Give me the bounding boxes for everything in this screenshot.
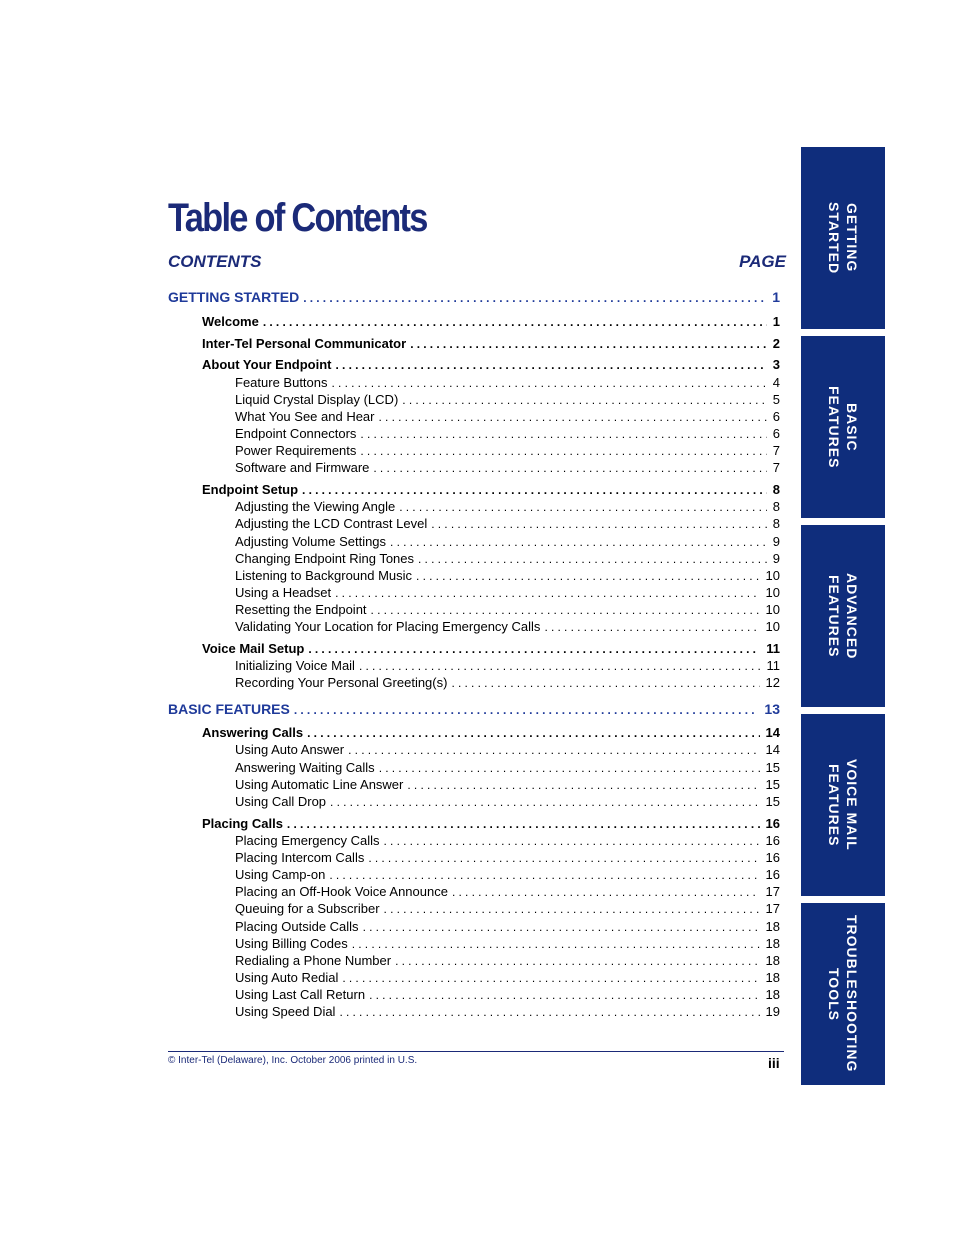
toc-subentry[interactable] [235,584,780,602]
toc-page-number: 16 [765,867,780,882]
toc-entry[interactable] [202,815,780,833]
toc-page-number: 14 [765,742,780,757]
dot-leader [395,953,759,970]
toc-page-number: 14 [765,725,780,740]
toc-entry-title: Placing Intercom Calls [235,850,365,865]
dot-leader [332,375,767,392]
dot-leader [303,290,766,307]
toc-page-number: 3 [772,357,780,372]
toc-entry-title: Adjusting the Viewing Angle [235,499,396,514]
toc-entry-title: Answering Calls [202,725,304,740]
toc-section[interactable] [168,701,780,719]
toc-page-number: 9 [772,534,780,549]
toc-entry-title: Endpoint Connectors [235,426,357,441]
dot-leader [369,987,759,1004]
toc-entry-title: Answering Waiting Calls [235,760,375,775]
toc-page-number: 10 [765,619,780,634]
dot-leader [335,585,759,602]
toc-subentry[interactable] [235,674,780,692]
toc-page-number: 12 [765,675,780,690]
dot-leader [390,534,767,551]
dot-leader [330,794,759,811]
tab-label: GETTING STARTED [826,201,860,275]
toc-entry-title: GETTING STARTED [168,289,300,305]
dot-leader [431,516,767,533]
dot-leader [342,970,759,987]
toc-entry-title: Liquid Crystal Display (LCD) [235,392,399,407]
dot-leader [368,850,759,867]
toc-subentry[interactable] [235,657,780,675]
toc-page-number: 10 [765,568,780,583]
dot-leader [294,702,759,719]
dot-leader [360,426,766,443]
tab-advanced-features[interactable] [801,525,885,707]
toc-entry-title: Resetting the Endpoint [235,602,367,617]
dot-leader [399,499,767,516]
dot-leader [302,482,767,499]
dot-leader [544,619,759,636]
toc-subentry[interactable] [235,515,780,533]
toc-entry-title: Using Auto Answer [235,742,345,757]
toc-subentry[interactable] [235,759,780,777]
contents-column-header: CONTENTS [168,252,262,271]
dot-leader [360,443,766,460]
toc-page-number: 6 [772,409,780,424]
dot-leader [384,901,760,918]
dot-leader [418,551,767,568]
dot-leader [410,336,767,353]
toc-page-number: 1 [772,314,780,329]
toc-entry-title: Queuing for a Subscriber [235,901,380,916]
toc-entry[interactable] [202,356,780,374]
toc-entry-title: Voice Mail Setup [202,641,305,656]
toc-entry-title: Software and Firmware [235,460,370,475]
toc-entry-title: Using a Headset [235,585,332,600]
dot-leader [359,658,761,675]
toc-subentry[interactable] [235,618,780,636]
toc-entry-title: Power Requirements [235,443,357,458]
toc-subentry[interactable] [235,459,780,477]
toc-subentry[interactable] [235,793,780,811]
dot-leader [402,392,766,409]
toc-page-number: 2 [772,336,780,351]
toc-entry-title: Using Speed Dial [235,1004,336,1019]
dot-leader [373,460,766,477]
dot-leader [348,742,759,759]
dot-leader [363,919,760,936]
dot-leader [379,760,760,777]
toc-subentry[interactable] [235,832,780,850]
toc-entry-title: Welcome [202,314,259,329]
toc-page-number: 7 [772,443,780,458]
dot-leader [352,936,760,953]
toc-entry-title: Using Billing Codes [235,936,348,951]
toc-page-number: 11 [766,658,780,673]
toc-entry-title: What You See and Hear [235,409,375,424]
toc-subentry[interactable] [235,425,780,443]
tab-label: ADVANCED FEATURES [826,572,860,660]
toc-entry-title: Validating Your Location for Placing Emergency Calls [235,619,541,634]
toc-page-number: 10 [765,602,780,617]
tab-voice-mail-features[interactable] [801,714,885,896]
toc-entry[interactable] [202,313,780,331]
toc-subentry[interactable] [235,442,780,460]
toc-entry[interactable] [202,640,780,658]
toc-page-number: 1 [772,289,780,305]
dot-leader [384,833,760,850]
dot-leader [371,602,760,619]
tab-label: VOICE MAIL FEATURES [826,759,860,851]
toc-page-number: 7 [772,460,780,475]
toc-page-number: 4 [772,375,780,390]
dot-leader [416,568,759,585]
toc-page-number: 18 [765,987,780,1002]
toc-page-number: 18 [765,936,780,951]
toc-entry-title: Adjusting Volume Settings [235,534,387,549]
dot-leader [307,725,759,742]
tab-label: TROUBLESHOOTING TOOLS [826,915,860,1073]
toc-page-number: 16 [765,850,780,865]
dot-leader [287,816,760,833]
toc-page-number: 17 [765,884,780,899]
toc-page-number: 8 [772,516,780,531]
toc-subentry[interactable] [235,969,780,987]
toc-entry-title: About Your Endpoint [202,357,332,372]
toc-page-number: 18 [765,953,780,968]
toc-subentry[interactable] [235,601,780,619]
toc-entry-title: Placing an Off-Hook Voice Announce [235,884,448,899]
dot-leader [379,409,767,426]
toc-subentry[interactable] [235,952,780,970]
tab-getting-started[interactable] [801,147,885,329]
footer-page-number: iii [768,1055,780,1071]
dot-leader [336,357,767,374]
toc-page-number: 18 [765,919,780,934]
toc-page-number: 16 [765,833,780,848]
toc-entry-title: Placing Emergency Calls [235,833,380,848]
toc-entry-title: Changing Endpoint Ring Tones [235,551,415,566]
toc-section[interactable] [168,289,780,307]
toc-subentry[interactable] [235,918,780,936]
toc-page-number: 18 [765,970,780,985]
toc-subentry[interactable] [235,498,780,516]
toc-subentry[interactable] [235,776,780,794]
tab-label: BASIC FEATURES [826,385,860,469]
toc-entry-title: Using Auto Redial [235,970,339,985]
toc-page-number: 9 [772,551,780,566]
toc-entry-title: Adjusting the LCD Contrast Level [235,516,428,531]
dot-leader [407,777,759,794]
toc-page-number: 6 [772,426,780,441]
page-title: Table of Contents [168,196,427,240]
dot-leader [451,675,759,692]
toc-entry-title: BASIC FEATURES [168,701,290,717]
toc-subentry[interactable] [235,374,780,392]
toc-page-number: 17 [765,901,780,916]
toc-entry-title: Using Automatic Line Answer [235,777,404,792]
toc-subentry[interactable] [235,935,780,953]
toc-page-number: 16 [765,816,780,831]
toc-page-number: 8 [772,482,780,497]
toc-page-number: 10 [765,585,780,600]
toc-entry-title: Initializing Voice Mail [235,658,355,673]
toc-subentry[interactable] [235,1003,780,1021]
dot-leader [329,867,759,884]
dot-leader [452,884,760,901]
toc-subentry[interactable] [235,391,780,409]
toc-entry-title: Endpoint Setup [202,482,299,497]
toc-entry-title: Inter-Tel Personal Communicator [202,336,407,351]
toc-page-number: 19 [765,1004,780,1019]
toc-entry-title: Feature Buttons [235,375,328,390]
toc-entry-title: Using Camp-on [235,867,326,882]
toc-entry-title: Listening to Background Music [235,568,413,583]
toc-page-number: 15 [765,777,780,792]
toc-entry-title: Recording Your Personal Greeting(s) [235,675,448,690]
toc-page-number: 13 [764,701,780,717]
toc-subentry[interactable] [235,567,780,585]
toc-entry-title: Redialing a Phone Number [235,953,392,968]
toc-subentry[interactable] [235,408,780,426]
toc-page-number: 15 [765,760,780,775]
footer-copyright: © Inter-Tel (Delaware), Inc. October 2006 printed in U.S. [168,1055,418,1066]
toc-subentry[interactable] [235,550,780,568]
dot-leader [308,641,760,658]
toc-entry-title: Using Last Call Return [235,987,366,1002]
footer-divider [168,1051,784,1052]
toc-page-number: 11 [766,641,780,656]
toc-subentry[interactable] [235,900,780,918]
toc-subentry[interactable] [235,883,780,901]
toc-page-number: 15 [765,794,780,809]
toc-subentry[interactable] [235,533,780,551]
toc-entry-title: Placing Outside Calls [235,919,359,934]
toc-entry[interactable] [202,481,780,499]
dot-leader [263,314,767,331]
dot-leader [339,1004,759,1021]
toc-entry-title: Placing Calls [202,816,283,831]
toc-subentry[interactable] [235,986,780,1004]
toc-page-number: 8 [772,499,780,514]
toc-subentry[interactable] [235,849,780,867]
toc-entry[interactable] [202,724,780,742]
page-column-header: PAGE [739,252,786,271]
toc-subentry[interactable] [235,866,780,884]
toc-subentry[interactable] [235,741,780,759]
tab-basic-features[interactable] [801,336,885,518]
toc-page-number: 5 [772,392,780,407]
toc-entry[interactable] [202,335,780,353]
tab-troubleshooting-tools[interactable] [801,903,885,1085]
toc-entry-title: Using Call Drop [235,794,327,809]
